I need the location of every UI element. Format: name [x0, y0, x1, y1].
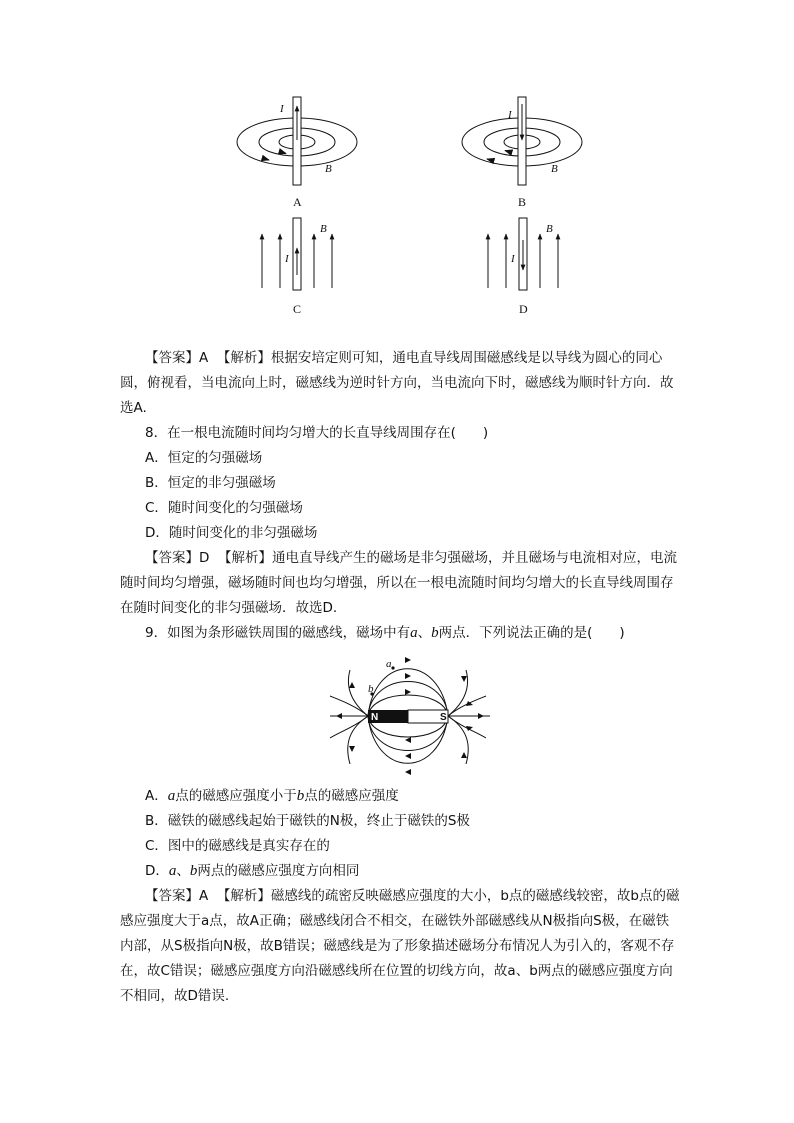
q9-stem-post: 两点．下列说法正确的是( ): [438, 625, 625, 641]
option-d-field-label: B: [546, 223, 553, 235]
option-d-diagram: [488, 218, 558, 290]
point-b-label: b: [368, 683, 374, 695]
option-d-letter: D: [519, 302, 528, 316]
q9-option-d-pre: D．: [145, 863, 169, 879]
q9-option-a-pre: A．: [145, 788, 168, 804]
q9-option-d: [120, 859, 680, 884]
q9-option-a-mid1: 点的磁感应强度小于: [175, 788, 297, 804]
q9-option-c: C．图中的磁感线是真实存在的: [145, 838, 330, 854]
text-block-1: [120, 346, 680, 646]
q8-option-b: B．恒定的非匀强磁场: [145, 475, 276, 491]
q9-option-b: B．磁铁的磁感线起始于磁铁的N极，终止于磁铁的S极: [145, 813, 470, 829]
q9-analysis-text: 磁感线的疏密反映磁感应强度的大小，b点的磁感线较密，故b点的磁感应强度大于a点，故A正确；磁感线闭合不相交，在磁铁外部磁感线从N极指向S极，在磁铁内部，从S极指向N极，故B错误；磁感线是为了形象描述磁场分布情况人为引入的，客观不存在，故C错误；磁感应强度方向沿磁感线所在位置的切线方向，故a、b两点的磁感应强度方向不相同，故D错误.: [120, 888, 680, 1004]
q8-option-d: D．随时间变化的非匀强磁场: [145, 525, 318, 541]
q9-stem-var-b: b: [431, 625, 439, 641]
q9-option-a: [120, 784, 680, 809]
q7-analysis-tag: 【解析】: [216, 350, 271, 366]
q7-figure: [0, 0, 794, 330]
magnet-pole-s: S: [440, 712, 447, 723]
q9-stem-sep: 、: [417, 625, 432, 641]
q7-answer-value: A: [199, 350, 209, 366]
q8-analysis-text: 通电直导线产生的磁场是非匀强磁场，并且磁场与电流相对应，电流随时间均匀增强，磁场随时间也均匀增强，所以在一根电流随时间均匀增大的长直导线周围存在随时间变化的非匀强磁场．故选D.: [120, 550, 677, 616]
option-c-letter: C: [293, 302, 302, 316]
q8-answer-value: D: [199, 550, 210, 566]
option-a-diagram: [237, 97, 357, 185]
q9-stem: [120, 621, 680, 646]
q9-option-a-var-a: a: [167, 788, 176, 804]
option-b-letter: B: [518, 195, 527, 209]
q9-answer-tag: 【答案】: [145, 888, 199, 904]
q9-option-d-var-b: b: [189, 863, 198, 879]
option-c-current-label: I: [285, 253, 289, 265]
q9-stem-pre: 9．如图为条形磁铁周围的磁感线，磁场中有: [145, 625, 411, 641]
option-b-field-label: B: [551, 163, 558, 175]
magnet-pole-n: N: [371, 712, 379, 723]
option-a-letter: A: [293, 195, 302, 209]
q7-analysis-text: 根据安培定则可知，通电直导线周围磁感线是以导线为圆心的同心圆，俯视看，当电流向上时，磁感线为逆时针方向，当电流向下时，磁感线为顺时针方向．故选A.: [120, 350, 674, 416]
option-a-current-label: I: [280, 103, 284, 115]
option-a-field-label: B: [325, 163, 332, 175]
q9-option-a-mid2: 点的磁感应强度: [304, 788, 399, 804]
q8-analysis-tag: 【解析】: [218, 550, 272, 566]
q9-option-a-var-b: b: [296, 788, 305, 804]
q8-option-a: A．恒定的匀强磁场: [145, 450, 263, 466]
option-b-diagram: [462, 97, 582, 185]
point-a-label: a: [386, 658, 392, 670]
q9-answer-value: A: [199, 888, 209, 904]
q7-answer-tag: 【答案】: [145, 350, 199, 366]
q8-option-c: C．随时间变化的匀强磁场: [145, 500, 303, 516]
text-block-2: [120, 784, 680, 1009]
q9-option-d-var-a: a: [168, 863, 177, 879]
q9-magnet-figure: [0, 648, 794, 788]
option-c-diagram: [262, 218, 332, 290]
option-d-current-label: I: [511, 253, 515, 265]
q8-answer-tag: 【答案】: [145, 550, 199, 566]
q9-answer-paragraph: [120, 884, 680, 1009]
option-c-field-label: B: [320, 223, 327, 235]
option-b-current-label: I: [508, 109, 512, 121]
q9-option-d-sep: 、: [176, 863, 190, 879]
q7-answer-paragraph: [120, 346, 680, 421]
q9-stem-var-a: a: [410, 625, 418, 641]
q8-stem: 8．在一根电流随时间均匀增大的长直导线周围存在( ): [145, 425, 489, 441]
q9-option-d-post: 两点的磁感应强度方向相同: [197, 863, 360, 879]
q9-analysis-tag: 【解析】: [216, 888, 271, 904]
q8-answer-paragraph: [120, 546, 680, 621]
